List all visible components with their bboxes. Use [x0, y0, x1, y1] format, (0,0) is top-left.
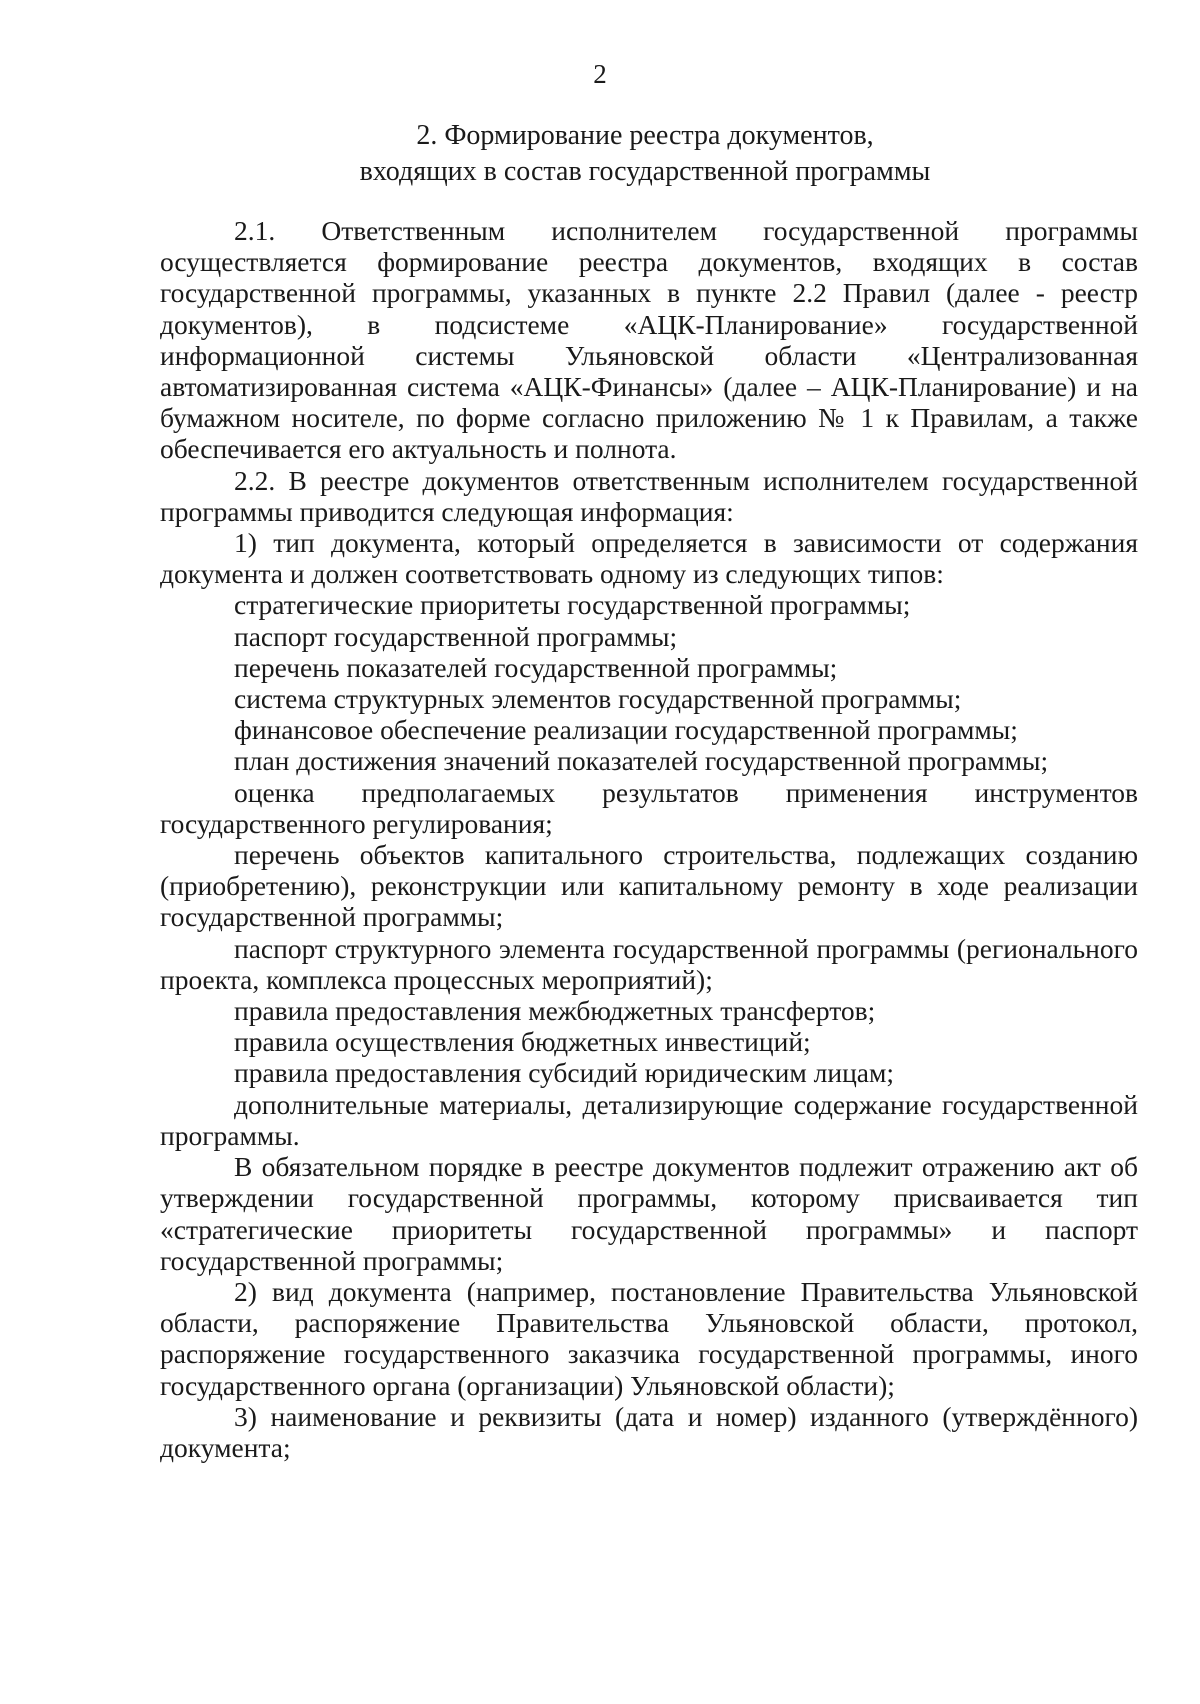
type-item: дополнительные материалы, детализирующие содержание государственной программы. — [160, 1088, 1138, 1151]
mandatory-paragraph: В обязательном порядке в реестре документов подлежит отражению акт об утверждении государственной программы, которому присваивается тип «стратегические приоритеты государственной программы» и паспорт государственной программы; — [160, 1151, 1138, 1276]
type-item: правила предоставления межбюджетных трансфертов; — [234, 995, 876, 1027]
type-item: план достижения значений показателей государственной программы; — [234, 745, 1049, 777]
type-item: паспорт структурного элемента государственной программы (регионального проекта, комплекса процессных мероприятий); — [160, 932, 1138, 995]
paragraph-2-2: 2.2. В реестре документов ответственным исполнителем государственной программы приводится следующая информация: — [160, 464, 1138, 527]
type-item: правила предоставления субсидий юридическим лицам; — [234, 1057, 895, 1089]
list-item-1: 1) тип документа, который определяется в зависимости от содержания документа и должен соответствовать одному из следующих типов: — [160, 527, 1138, 590]
section-heading-line-1: 2. Формирование реестра документов, — [416, 120, 874, 151]
type-item: правила осуществления бюджетных инвестиций; — [234, 1026, 811, 1058]
type-item: перечень объектов капитального строительства, подлежащих созданию (приобретению), реконструкции или капитальному ремонту в ходе реализации государственной программы; — [160, 839, 1138, 933]
list-item-2: 2) вид документа (например, постановление Правительства Ульяновской области, распоряжение Правительства Ульяновской области, протокол, распоряжение государственного заказчика государственной программы, иного государственного органа (организации) Ульяновской области); — [160, 1275, 1138, 1401]
section-heading-line-2: входящих в состав государственной программы — [359, 156, 931, 187]
type-item: финансовое обеспечение реализации государственной программы; — [234, 714, 1018, 746]
section-heading — [150, 118, 1140, 190]
paragraph-2-1: 2.1. Ответственным исполнителем государственной программы осуществляется формирование реестра документов, входящих в состав государственной программы, указанных в пункте 2.2 Правил (далее - реестр документов), в подсистеме «АЦК-Планирование» государственной информационной системы Ульяновской области «Централизованная автоматизированная система «АЦК-Финансы» (далее – АЦК-Планирование) и на бумажном носителе, по форме согласно приложению № 1 к Правилам, а также обеспечивается его актуальность и полнота. — [160, 215, 1138, 465]
type-item: стратегические приоритеты государственной программы; — [234, 589, 911, 621]
type-item: система структурных элементов государственной программы; — [234, 683, 962, 715]
list-item-3: 3) наименование и реквизиты (дата и номер) изданного (утверждённого) документа; — [160, 1400, 1138, 1463]
type-item: оценка предполагаемых результатов применения инструментов государственного регулирования; — [160, 776, 1138, 839]
page-number: 2 — [593, 59, 607, 89]
type-item: паспорт государственной программы; — [234, 620, 678, 652]
type-item: перечень показателей государственной программы; — [234, 651, 838, 683]
document-body — [160, 215, 1138, 1463]
